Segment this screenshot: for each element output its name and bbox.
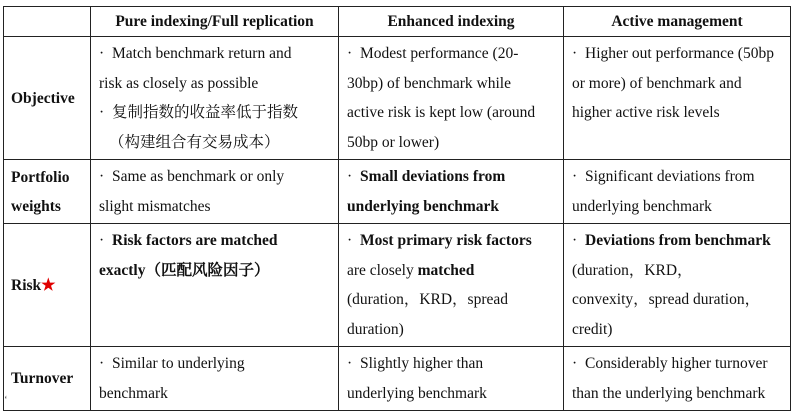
corner-cell xyxy=(4,7,91,37)
row-label-line: weights xyxy=(11,197,61,215)
cell-objective-pure xyxy=(91,37,339,160)
cell-line: risk as closely as possible xyxy=(99,74,259,92)
table-row xyxy=(4,37,791,160)
cell-line: convexity，spread duration， xyxy=(572,291,761,308)
header-enhanced-indexing: Enhanced indexing xyxy=(339,7,564,37)
cell-line: 30bp) of benchmark while xyxy=(347,74,511,92)
bullet-icon: · xyxy=(99,45,105,62)
bullet-icon: · xyxy=(99,104,105,121)
bullet-icon: · xyxy=(99,355,105,372)
row-label-turnover: Turnover xyxy=(4,347,91,411)
cell-line: (duration，KRD，spread xyxy=(347,291,508,308)
cell-turnover-enhanced xyxy=(339,347,564,411)
cell-line: Risk factors are matched xyxy=(112,232,278,249)
cell-weights-active xyxy=(564,160,791,224)
cell-line: Higher out performance (50bp xyxy=(585,45,774,62)
cell-line: than the underlying benchmark xyxy=(572,384,766,402)
bullet-icon: · xyxy=(572,168,578,185)
header-row xyxy=(4,7,791,37)
header-pure-indexing: Pure indexing/Full replication xyxy=(91,7,339,37)
cell-line: Similar to underlying xyxy=(112,355,245,372)
cell-line: （构建组合有交易成本） xyxy=(109,133,280,151)
cell-line: Modest performance (20- xyxy=(360,45,519,62)
table-row xyxy=(4,347,791,411)
cell-line: credit) xyxy=(572,320,613,338)
cell-line: (duration，KRD， xyxy=(572,261,693,279)
cell-line: Deviations from benchmark xyxy=(585,232,771,249)
bullet-icon: · xyxy=(99,232,105,249)
cell-weights-pure xyxy=(91,160,339,224)
cell-risk-pure xyxy=(91,224,339,347)
bullet-icon: · xyxy=(572,45,578,62)
cell-line: higher active risk levels xyxy=(572,104,720,121)
cell-line: underlying benchmark xyxy=(347,197,500,215)
cell-risk-active xyxy=(564,224,791,347)
cell-turnover-pure xyxy=(91,347,339,411)
bullet-icon: · xyxy=(572,232,578,249)
bullet-icon: · xyxy=(99,168,105,185)
cell-objective-enhanced xyxy=(339,37,564,160)
cell-line: 50bp or lower) xyxy=(347,133,440,151)
cell-weights-enhanced xyxy=(339,160,564,224)
cell-line: Slightly higher than xyxy=(360,355,484,372)
cell-risk-enhanced xyxy=(339,224,564,347)
cell-line: Small deviations from xyxy=(360,168,506,185)
row-label-portfolio-weights xyxy=(4,160,91,224)
cell-line: benchmark xyxy=(99,384,168,402)
bullet-icon: · xyxy=(347,168,353,185)
cell-line: underlying benchmark xyxy=(572,197,712,215)
cell-line: Considerably higher turnover xyxy=(585,355,768,372)
cell-line: exactly（匹配风险因子） xyxy=(99,261,270,279)
bullet-icon: · xyxy=(347,355,353,372)
cell-line: are closely xyxy=(347,261,414,279)
header-active-management: Active management xyxy=(564,7,791,37)
table-row xyxy=(4,224,791,347)
cell-line: Match benchmark return and xyxy=(112,45,292,62)
cell-line: or more) of benchmark and xyxy=(572,74,742,92)
bullet-icon: · xyxy=(347,232,353,249)
cell-line-bold: matched xyxy=(417,261,475,279)
comparison-table xyxy=(3,6,791,411)
row-label-objective: Objective xyxy=(4,37,91,160)
row-label-line: Portfolio xyxy=(11,168,70,186)
cell-line: Significant deviations from xyxy=(585,168,755,185)
cell-line: active risk is kept low (around xyxy=(347,104,536,121)
cell-line: duration) xyxy=(347,320,404,338)
row-label-risk xyxy=(4,224,91,347)
cell-line: slight mismatches xyxy=(99,197,211,215)
cell-line: 复制指数的收益率低于指数 xyxy=(112,104,299,121)
bullet-icon: · xyxy=(347,45,353,62)
cell-line: Most primary risk factors xyxy=(360,232,532,249)
footnote-mark: ‘ xyxy=(4,394,8,406)
cell-line: Same as benchmark or only xyxy=(112,168,285,185)
cell-objective-active xyxy=(564,37,791,160)
bullet-icon: · xyxy=(572,355,578,372)
table-row xyxy=(4,160,791,224)
cell-turnover-active xyxy=(564,347,791,411)
cell-line: underlying benchmark xyxy=(347,384,487,402)
star-icon: ★ xyxy=(41,276,56,294)
row-label-text: Risk xyxy=(11,276,42,294)
